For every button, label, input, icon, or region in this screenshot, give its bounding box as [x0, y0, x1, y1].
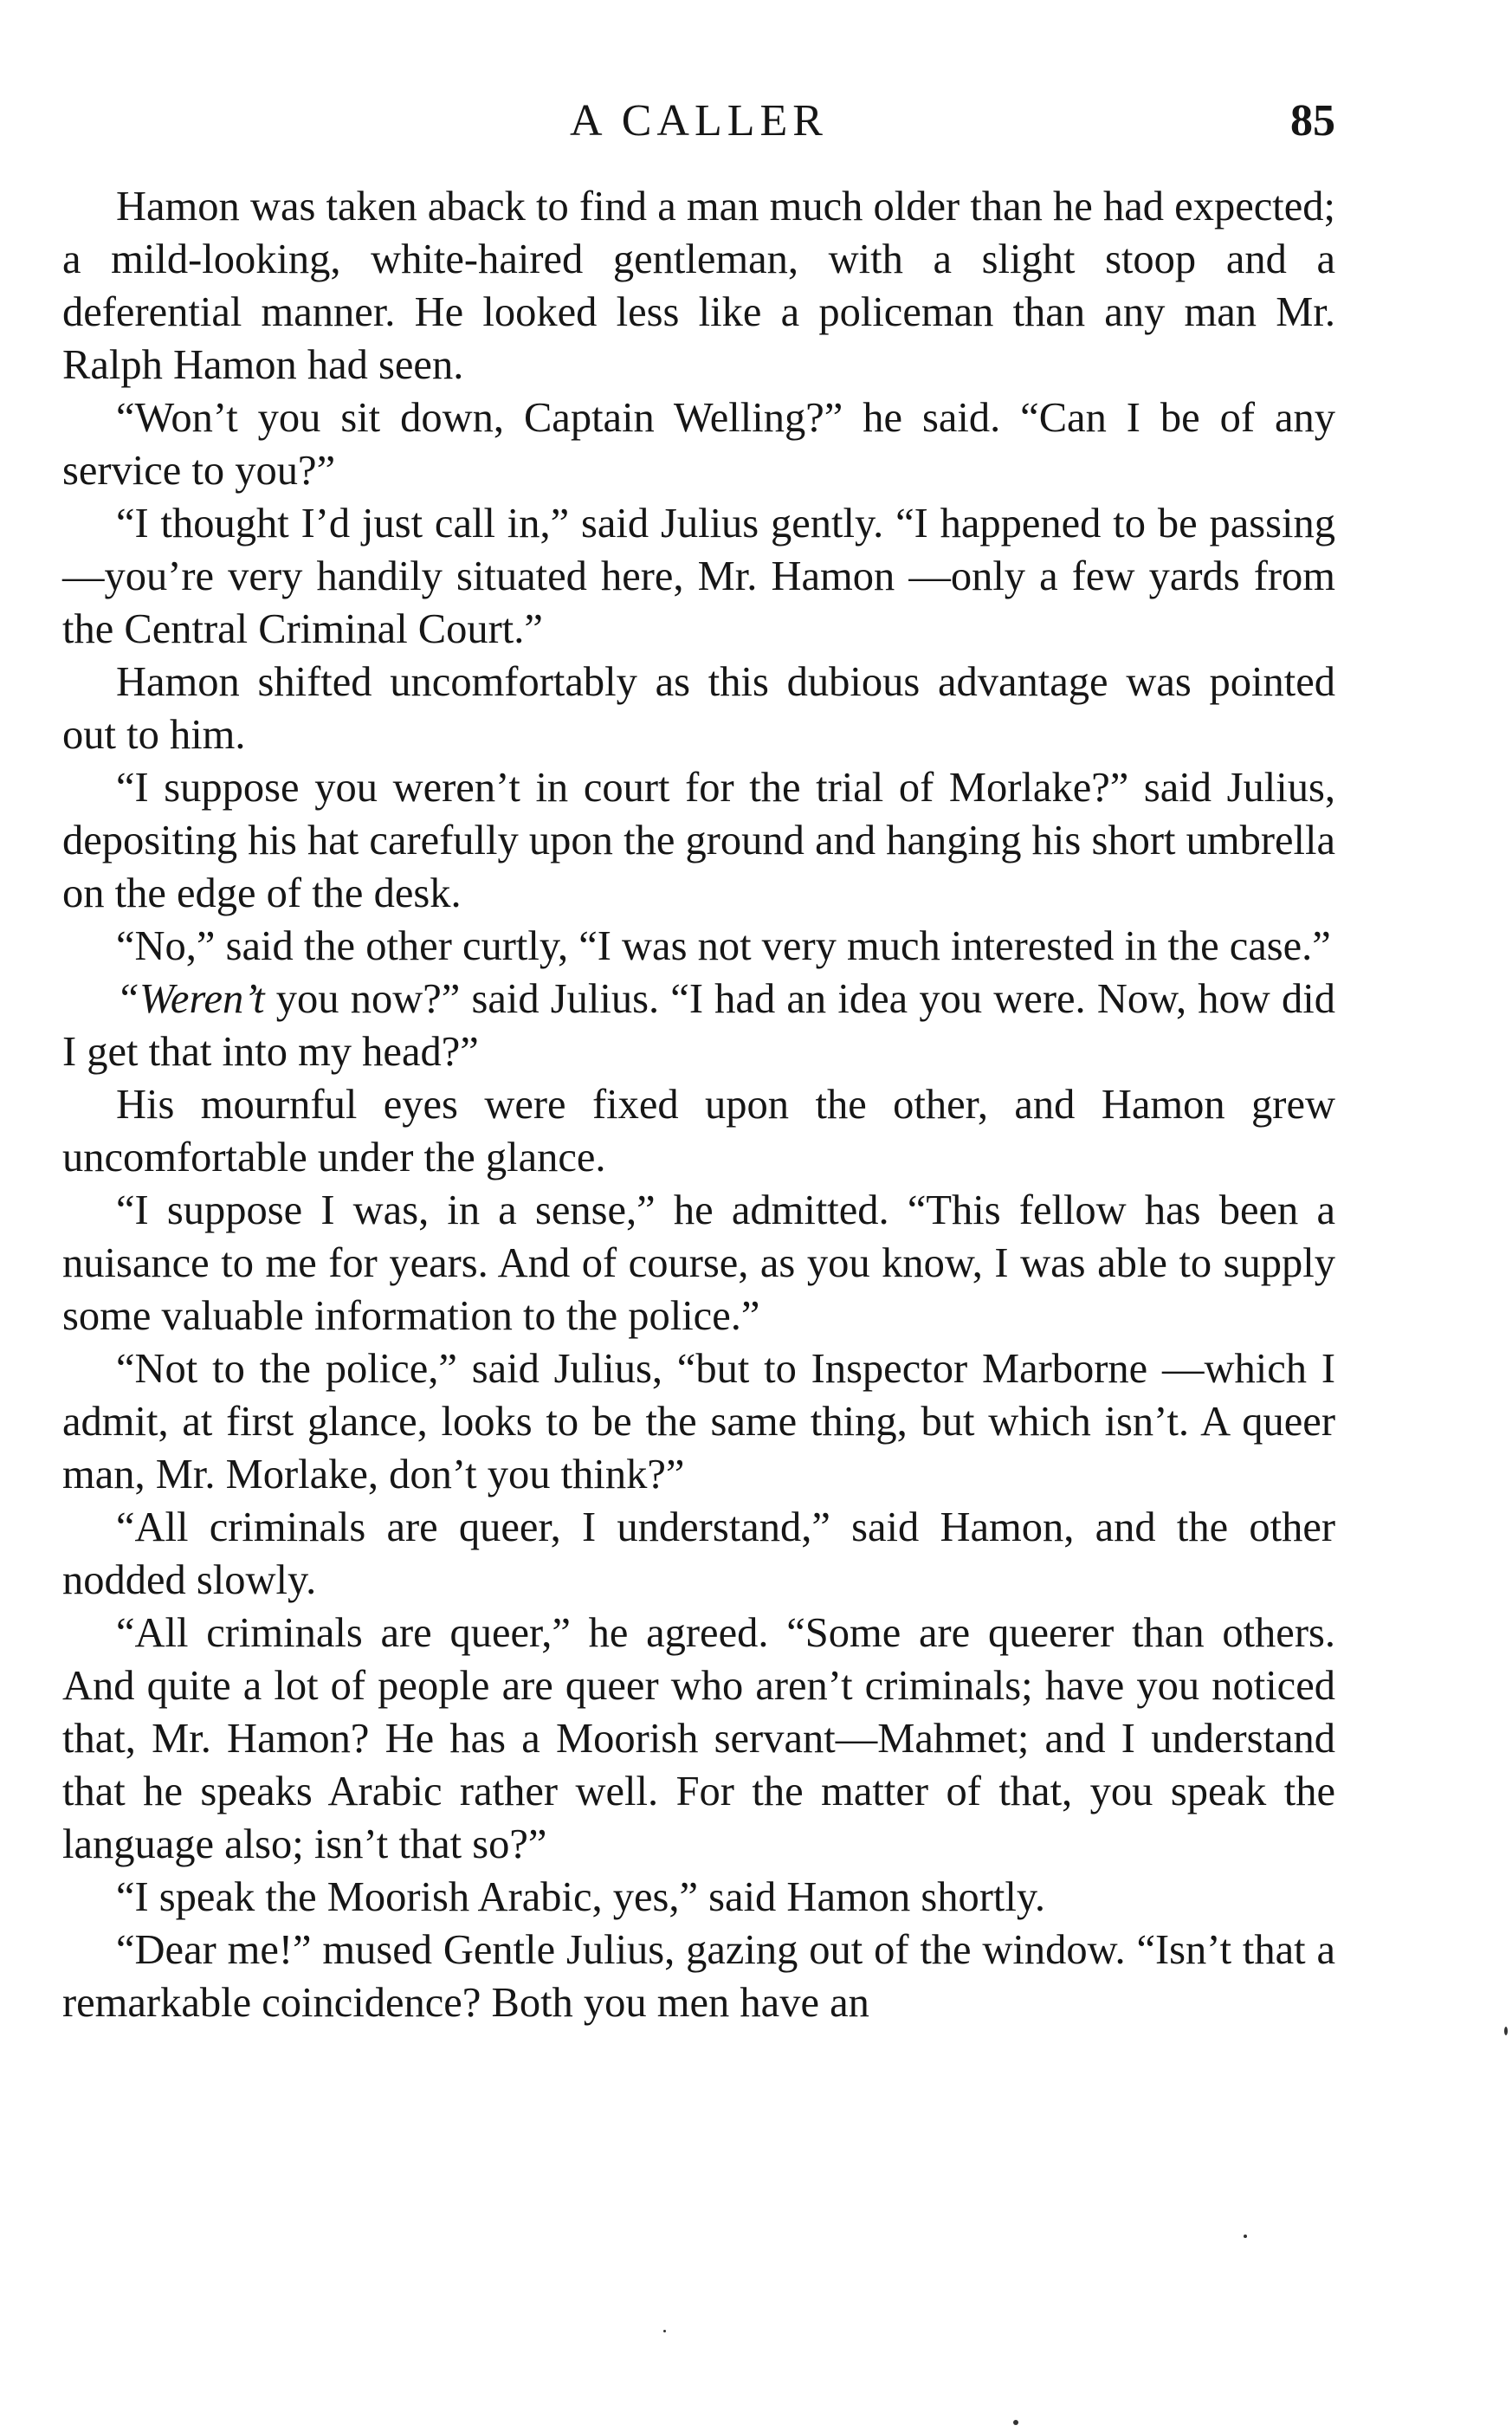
scan-speck [1504, 2027, 1508, 2035]
italic-emphasis: “Weren’t [116, 976, 265, 1022]
paragraph: “Weren’t you now?” said Julius. “I had an idea you were. Now, how did I get that into my head?” [62, 976, 1335, 1075]
paragraph: His mournful eyes were fixed upon the other, and Hamon grew uncomfortable under the glance. [62, 1082, 1335, 1180]
scan-speck [663, 2330, 666, 2332]
body-text [62, 180, 1335, 2029]
running-title: A CALLER [570, 96, 828, 146]
paragraph: “Dear me!” mused Gentle Julius, gazing out of the window. “Isn’t that a remarkable coincidence? Both you men have an [62, 1927, 1335, 2026]
scan-speck [1244, 2235, 1247, 2238]
paragraph: “I suppose you weren’t in court for the trial of Morlake?” said Julius, depositing his hat carefully upon the ground and hanging his short umbrella on the edge of the desk. [62, 765, 1335, 916]
paragraph: “All criminals are queer, I understand,” said Hamon, and the other nodded slowly. [62, 1504, 1335, 1603]
paragraph: “I suppose I was, in a sense,” he admitted. “This fellow has been a nuisance to me for years. And of course, as you know, I was able to supply some valuable information to the police.” [62, 1187, 1335, 1339]
paragraph: “Won’t you sit down, Captain Welling?” he said. “Can I be of any service to you?” [62, 395, 1335, 494]
paragraph: “I thought I’d just call in,” said Julius gently. “I happened to be passing—you’re very handily situated here, Mr. Hamon —only a few yards from the Central Criminal Court.” [62, 501, 1335, 652]
paragraph: “I speak the Moorish Arabic, yes,” said Hamon shortly. [116, 1874, 1046, 1920]
page-header [62, 87, 1335, 156]
paragraph: “All criminals are queer,” he agreed. “Some are queerer than others. And quite a lot of people are queer who aren’t criminals; have you noticed that, Mr. Hamon? He has a Moorish servant—Mahmet; and I understand that he speaks Arabic rather well. For the matter of that, you speak the language also; isn’t that so?” [62, 1610, 1335, 1867]
paragraph: Hamon shifted uncomfortably as this dubious advantage was pointed out to him. [62, 659, 1335, 758]
paragraph: “Not to the police,” said Julius, “but to Inspector Marborne —which I admit, at first glance, looks to be the same thing, but which isn’t. A queer man, Mr. Morlake, don’t you think?” [62, 1346, 1335, 1497]
paragraph: “No,” said the other curtly, “I was not very much interested in the case.” [116, 923, 1331, 969]
scan-speck [1013, 2420, 1018, 2425]
page-number: 85 [1290, 96, 1335, 146]
paragraph: Hamon was taken aback to find a man much older than he had expected; a mild-looking, white-haired gentleman, with a slight stoop and a deferential manner. He looked less like a policeman than any man Mr. Ralph Hamon had seen. [62, 184, 1335, 388]
